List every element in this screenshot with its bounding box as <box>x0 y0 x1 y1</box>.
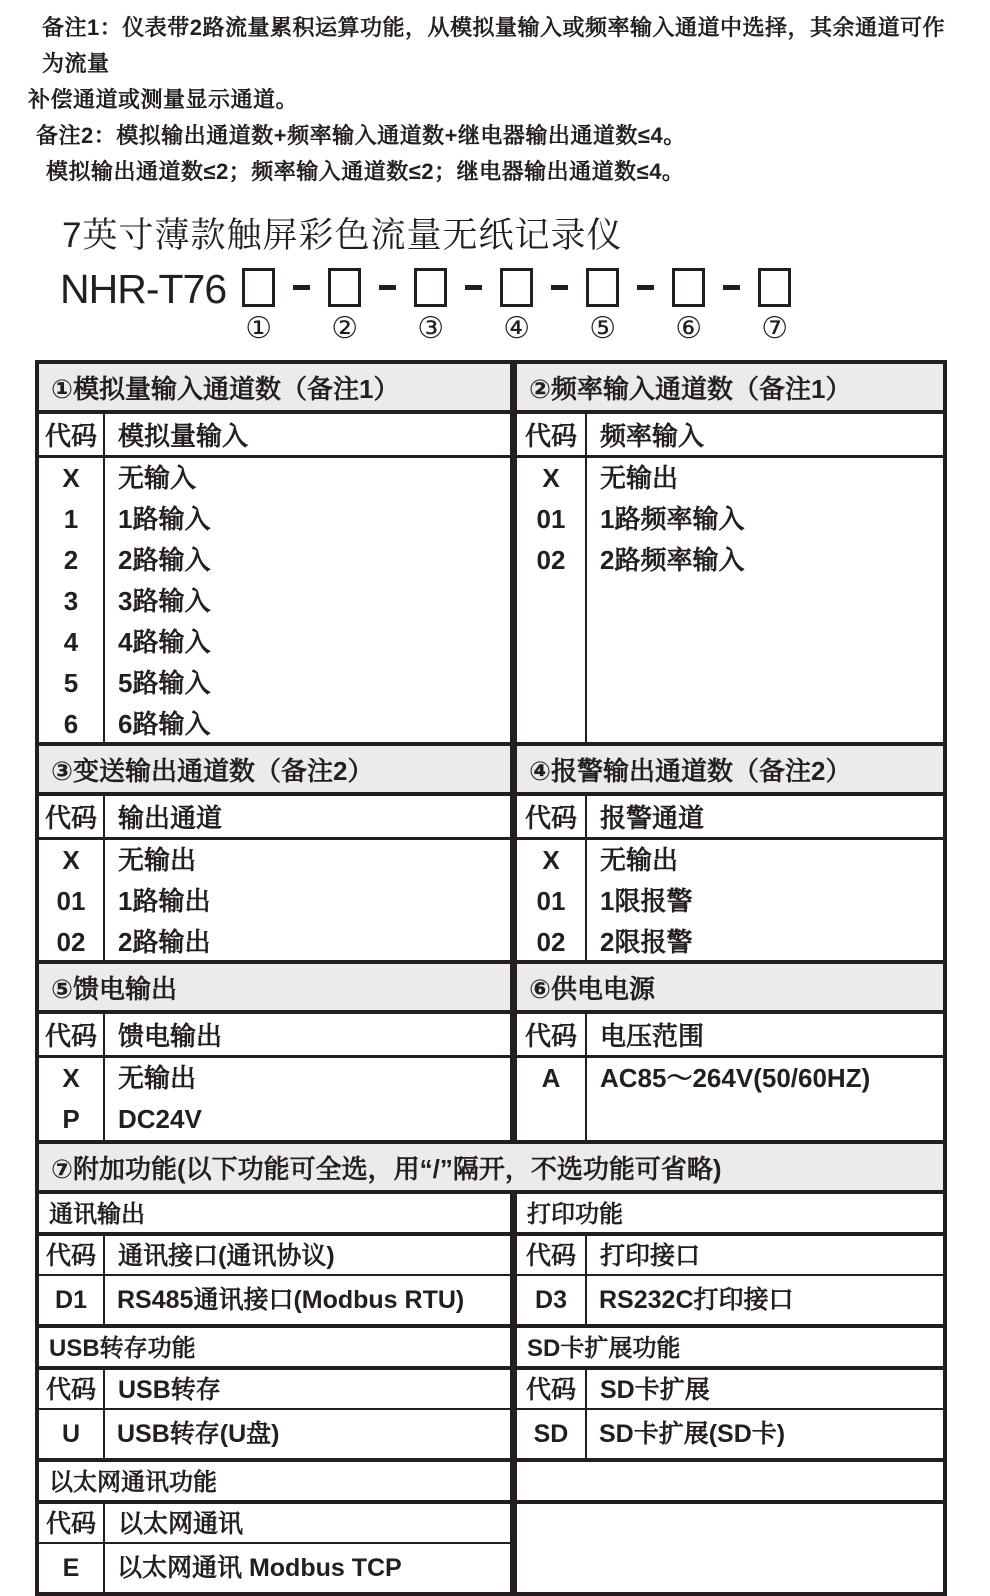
desc-header-cell: 以太网通讯 <box>118 1510 244 1538</box>
desc-cell: 以太网通讯 Modbus TCP <box>117 1554 402 1582</box>
dash-icon <box>723 285 740 290</box>
code-cell: 02 <box>536 927 566 957</box>
addon-sd-card <box>517 1328 943 1458</box>
code-cell: SD <box>517 1410 587 1458</box>
section-4-data <box>517 840 943 964</box>
code-header-cell: 代码 <box>39 1236 105 1274</box>
column-header-band <box>39 1014 943 1058</box>
model-code-diagram <box>60 268 990 354</box>
code-header-cell: 代码 <box>517 796 587 837</box>
section-2-header-row <box>517 414 943 458</box>
code-header-cell: 代码 <box>517 1236 587 1274</box>
model-code-box <box>500 268 533 307</box>
section-6-header-row <box>517 1014 943 1058</box>
desc-cell: AC85～264V(50/60HZ) <box>600 1063 871 1093</box>
desc-header-cell: 报警通道 <box>600 803 705 833</box>
code-cell: 6 <box>63 709 79 739</box>
model-code-box <box>672 268 705 307</box>
desc-cell: SD卡扩展(SD卡) <box>599 1420 786 1448</box>
code-cell: 01 <box>536 886 566 916</box>
empty-cell <box>517 1504 943 1592</box>
code-cell: 4 <box>63 627 79 657</box>
desc-cell: USB转存(U盘) <box>117 1420 280 1448</box>
section-title-band <box>39 964 943 1014</box>
model-code-box <box>242 268 275 307</box>
dash-icon <box>465 285 482 290</box>
desc-cell: 1路频率输入 <box>600 504 745 534</box>
code-header-cell: 代码 <box>517 1370 587 1408</box>
addon-ethernet <box>39 1462 517 1592</box>
code-header-cell: 代码 <box>39 1504 105 1542</box>
desc-cell: DC24V <box>118 1104 202 1134</box>
dash-icon <box>551 285 568 290</box>
section-6-title: ⑥供电电源 <box>517 964 943 1014</box>
model-code-slot-1 <box>232 268 285 346</box>
model-code-slot-4 <box>490 268 543 346</box>
model-code-box <box>414 268 447 307</box>
remark-line: 备注1：仪表带2路流量累积运算功能，从模拟量输入或频率输入通道中选择，其余通道可作为流量 <box>42 15 945 76</box>
desc-cell: 6路输入 <box>118 709 211 739</box>
section-5-header-row <box>39 1014 517 1058</box>
dash-icon <box>637 285 654 290</box>
code-cell: 01 <box>56 886 86 916</box>
model-separator <box>285 268 318 290</box>
position-number: ⑦ <box>761 312 789 345</box>
section-3-data <box>39 840 517 964</box>
desc-header-cell: 打印接口 <box>600 1242 701 1270</box>
subsection-data-row <box>39 1544 510 1592</box>
desc-column <box>587 458 943 742</box>
code-cell: 01 <box>536 504 566 534</box>
desc-header-cell: 输出通道 <box>118 803 223 833</box>
desc-cell: 5路输入 <box>118 668 211 698</box>
code-header-cell: 代码 <box>517 414 587 455</box>
dash-icon <box>379 285 396 290</box>
subsection-title: 通讯输出 <box>39 1194 510 1236</box>
addon-pair-band <box>39 1328 943 1462</box>
addon-usb-transfer <box>39 1328 517 1458</box>
section-4-title: ④报警输出通道数（备注2） <box>517 746 943 796</box>
model-code-box <box>758 268 791 307</box>
section-6-data <box>517 1058 943 1144</box>
section-4-header-row <box>517 796 943 840</box>
ordering-code-table <box>35 360 947 1596</box>
subsection-title: 以太网通讯功能 <box>39 1462 510 1504</box>
desc-cell: 3路输入 <box>118 586 211 616</box>
desc-column <box>105 458 510 742</box>
code-cell: 1 <box>63 504 79 534</box>
desc-cell: 无输入 <box>118 463 197 493</box>
code-cell: 02 <box>56 927 86 957</box>
model-code-slot-5 <box>576 268 629 346</box>
desc-header-cell: SD卡扩展 <box>600 1376 710 1404</box>
code-cell: X <box>542 845 560 875</box>
model-separator <box>457 268 490 290</box>
code-cell: E <box>39 1544 105 1592</box>
code-cell: 3 <box>63 586 79 616</box>
subsection-header-row <box>39 1504 510 1544</box>
desc-cell: RS232C打印接口 <box>599 1286 794 1314</box>
model-code-slot-7 <box>748 268 801 346</box>
remark-line: 备注2：模拟输出通道数+频率输入通道数+继电器输出通道数≤4。 <box>36 123 686 148</box>
code-cell: X <box>62 845 80 875</box>
subsection-title: 打印功能 <box>517 1194 943 1236</box>
desc-header-cell: 模拟量输入 <box>118 421 249 451</box>
model-code-box <box>328 268 361 307</box>
section-5-title: ⑤馈电输出 <box>39 964 517 1014</box>
remarks-block <box>0 0 950 190</box>
code-column <box>39 840 105 960</box>
code-column <box>517 840 587 960</box>
model-code-slot-3 <box>404 268 457 346</box>
position-number: ④ <box>503 312 531 345</box>
desc-header-cell: 馈电输出 <box>118 1021 223 1051</box>
section-7-title: ⑦附加功能(以下功能可全选，用“/”隔开，不选功能可省略) <box>39 1144 943 1194</box>
column-header-band <box>39 414 943 458</box>
subsection-data-row <box>517 1276 943 1324</box>
desc-cell: 1限报警 <box>600 886 693 916</box>
subsection-header-row <box>39 1370 510 1410</box>
code-cell: 5 <box>63 668 79 698</box>
data-band <box>39 1058 943 1144</box>
code-header-cell: 代码 <box>39 796 105 837</box>
model-code-slot-6 <box>662 268 715 346</box>
code-cell: D3 <box>517 1276 587 1324</box>
model-separator <box>629 268 662 290</box>
code-header-cell: 代码 <box>39 414 105 455</box>
model-separator <box>715 268 748 290</box>
code-column <box>517 458 587 742</box>
desc-cell: 1路输入 <box>118 504 211 534</box>
desc-header-cell: USB转存 <box>118 1376 221 1404</box>
data-band <box>39 458 943 746</box>
code-cell: U <box>39 1410 105 1458</box>
desc-cell: 无输出 <box>118 845 197 875</box>
subsection-header-row <box>517 1236 943 1276</box>
desc-cell: 2路输入 <box>118 545 211 575</box>
model-separator <box>371 268 404 290</box>
section-1-header-row <box>39 414 517 458</box>
code-cell: 02 <box>536 545 566 575</box>
addon-pair-band <box>39 1462 943 1592</box>
code-cell: 2 <box>63 545 79 575</box>
section-title-band <box>39 1144 943 1194</box>
desc-cell: 2限报警 <box>600 927 693 957</box>
position-number: ① <box>245 312 273 345</box>
code-cell: X <box>62 463 80 493</box>
code-header-cell: 代码 <box>39 1014 105 1055</box>
position-number: ⑤ <box>589 312 617 345</box>
code-header-cell: 代码 <box>517 1014 587 1055</box>
desc-cell: 1路输出 <box>118 886 211 916</box>
desc-column <box>587 1058 943 1140</box>
code-cell: X <box>62 1063 80 1093</box>
model-code-box <box>586 268 619 307</box>
model-code-slot-2 <box>318 268 371 346</box>
code-cell: X <box>542 463 560 493</box>
position-number: ② <box>331 312 359 345</box>
model-prefix: NHR-T76 <box>60 266 227 312</box>
code-column <box>39 458 105 742</box>
subsection-data-row <box>39 1276 510 1324</box>
desc-header-cell: 频率输入 <box>600 421 705 451</box>
subsection-header-row <box>517 1370 943 1410</box>
section-1-data <box>39 458 517 746</box>
section-5-data <box>39 1058 517 1144</box>
code-header-cell: 代码 <box>39 1370 105 1408</box>
desc-cell: 无输出 <box>118 1063 197 1093</box>
code-column <box>517 1058 587 1140</box>
desc-column <box>105 840 510 960</box>
section-2-title: ②频率输入通道数（备注1） <box>517 364 943 414</box>
subsection-header-row <box>39 1236 510 1276</box>
subsection-title: USB转存功能 <box>39 1328 510 1370</box>
subsection-data-row <box>517 1410 943 1458</box>
page-title: 7英寸薄款触屏彩色流量无纸记录仪 <box>62 216 623 255</box>
desc-cell: 无输出 <box>600 845 679 875</box>
empty-region <box>517 1462 943 1592</box>
desc-header-cell: 电压范围 <box>600 1021 705 1051</box>
addon-print-function <box>517 1194 943 1324</box>
code-column <box>39 1058 105 1140</box>
dash-icon <box>293 285 310 290</box>
section-1-title: ①模拟量输入通道数（备注1） <box>39 364 517 414</box>
position-number: ⑥ <box>675 312 703 345</box>
empty-cell <box>517 1462 943 1504</box>
desc-cell: 2路频率输入 <box>600 545 745 575</box>
section-3-title: ③变送输出通道数（备注2） <box>39 746 517 796</box>
remark-line: 模拟输出通道数≤2；频率输入通道数≤2；继电器输出通道数≤4。 <box>46 159 685 184</box>
code-cell: P <box>62 1104 80 1134</box>
code-cell: A <box>541 1063 561 1093</box>
desc-header-cell: 通讯接口(通讯协议) <box>118 1242 335 1270</box>
subsection-data-row <box>39 1410 510 1458</box>
addon-communication-output <box>39 1194 517 1324</box>
data-band <box>39 840 943 964</box>
section-title-band <box>39 364 943 414</box>
code-cell: D1 <box>39 1276 105 1324</box>
column-header-band <box>39 796 943 840</box>
model-separator <box>543 268 576 290</box>
desc-cell: 4路输入 <box>118 627 211 657</box>
position-number: ③ <box>417 312 445 345</box>
desc-column <box>105 1058 510 1140</box>
remark-line: 补偿通道或测量显示通道。 <box>28 87 299 112</box>
addon-pair-band <box>39 1194 943 1328</box>
desc-column <box>587 840 943 960</box>
desc-cell: RS485通讯接口(Modbus RTU) <box>117 1286 465 1314</box>
desc-cell: 2路输出 <box>118 927 211 957</box>
subsection-title: SD卡扩展功能 <box>517 1328 943 1370</box>
desc-cell: 无输出 <box>600 463 679 493</box>
section-title-band <box>39 746 943 796</box>
section-2-data <box>517 458 943 746</box>
section-3-header-row <box>39 796 517 840</box>
